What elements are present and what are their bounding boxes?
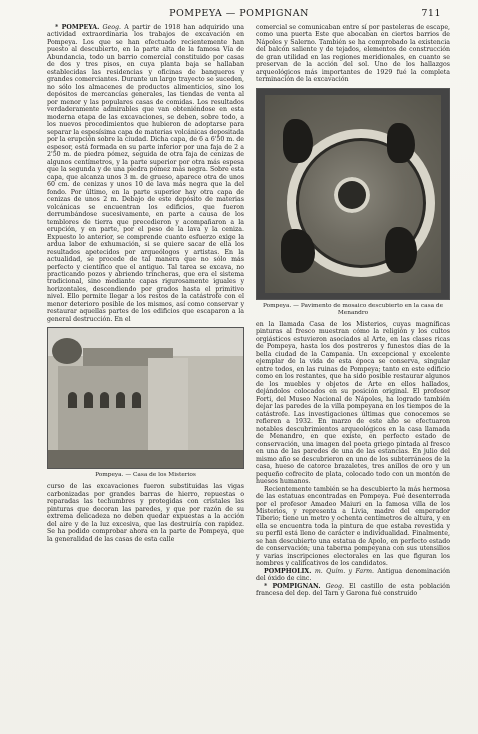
entry-headword-pompeya: * POMPEYA.	[55, 24, 100, 31]
entry-pompeya-para1: A partir de 1918 han adquirido una actividad extraordinaria los trabajos de excavación en Pompeya. Los que se han efectuado recientemente han puesto al descubierto, en la parte alta de la famosa Vía de Abundancia, todo un barrio comercial constituido por casas de dos y tres pisos, en cuya planta baja se hallaban establecidas las residencias y oficinas de banqueros y grandes comerciantes. Durante un largo trayecto se suceden, no sólo los almacenes de productos alimenticios, sino los depósitos de mercancías generales, las tiendas de venta al por menor y las populares casas de comidas. Los resultados verdaderamente admirables que van obteniéndose en esta moderna etapa de las excavaciones, se deben, sobre todo, a los nuevos procedimientos que hubieron de adoptarse para separar la espesísima capa de materias volcánicas depositada por la erupción sobre la ciudad. Dicha capa, de 6 a 6'50 m. de espesor, está formada en su parte inferior por una faja de 2 a 2'50 m. de piedra pómez, seguida de otra faja de cenizas de algunos centímetros, y la parte superior por otra más espesa que la segunda y de una piedra pómez más negra. Sobre esta capa, que alcanza unos 3 m. de grueso, aparece otra de unos 60 cm. de cenizas y unos 10 de lava más negra que la del fondo. Por último, en la parte superior hay otra capa de cenizas de unos 2 m. Debajo de este depósito de materias volcánicas se encuentran los edificios, que fueron derrumbándose sucesivamente, en parte a causa de los temblores de tierra que precedieron y acompañaron a la erupción, y en parte, por el peso de la lava y la ceniza. Expuesto lo anterior, se comprende cuanto esfuerzo exige la ardua labor de exhumación, si se quiere sacar de ella los resultados apetecidos por arqueólogos y artistas. En la actualidad, se procede de tal manera que no sólo más perfecto y científico que el antiguo. Tal tarea se excava, no practicando pozos y abriendo trincheras, que era el sistema tradicional, sino mediante capas rigurosamente iguales y horizontales, descendiendo por grados hasta el primitivo nivel. Ello permite llegar a los restos de la catástrofe con el menor deterioro posible de los mismos, así como conservar y restaurar aquellas partes de los edificios que escaparon a la general destrucción. En el	[47, 24, 244, 323]
entry-pompeya-para4: en la llamada Casa de los Misterios, cuyas magníficas pinturas al fresco muestran cómo la religión y los cultos orgiásticos estuvieron asociados al Arte, en las clases ricas de Pompeya, hasta los dos postreros y funestos días de la bella ciudad de la Campania. Un excepcional y excelente ejemplar de la vida de esta época se conserva, singular entre todos, en las ruinas de Pompeya; tanto en este edificio como en los restantes, que ha sido posible restaurar algunos de los muebles y objetos de Arte en ellos hallados, dejándolos colocados en su posición original. El profesor Forti, del Museo Nacional de Nápoles, ha logrado también dejar las paredes de la villa pompeyana en los tiempos de la catástrofe. Las investigaciones últimas que conocemos se refieren a 1932. En marzo de este año se efectuaron notables descubrimientos arqueológicos en la casa llamada de Menandro, en que existe, en perfecto estado de conservación, una imagen del poeta griego pintada al fresco en una de las paredes de una de las estancias. En julio del mismo año se descubrieron en uno de los subterráneos de la casa, hueso de catorce brazaletes, tres anillos de oro y un pequeño cofrecito de plata, colocado todo con un montón de huesos humanos.	[256, 320, 450, 486]
figure-casa-misterios	[47, 327, 244, 479]
photo-casa-misterios	[47, 327, 244, 469]
entry-category-pompignan: Geog.	[325, 582, 345, 590]
photo-mosaic-menandro	[256, 88, 450, 300]
page-title: POMPEYA — POMPIGNAN	[169, 8, 309, 19]
page-number: 711	[421, 8, 441, 19]
entry-pompeya-intro	[47, 24, 244, 323]
figure-caption-casa-misterios: Pompeya. — Casa de los Misterios	[95, 472, 196, 479]
entry-pompholix	[256, 568, 450, 583]
right-column	[256, 24, 450, 598]
entry-pompeya-para2: curso de las excavaciones fueron substituidas las vigas carbonizadas por grandes barras de hierro, repuestas o reparadas las techumbres y protegidas con cristales las pinturas que decoran las paredes, y que por razón de su extrema delicadeza no deben quedar expuestas a la acción del aire y de la luz excesiva, que las destruiría con rapidez. Se ha podido comprobar ahora en la parte de Pompeya, que la generalidad de las casas de esta calle	[47, 483, 244, 543]
entry-pompeya-para5: Recientemente también se ha descubierto la más hermosa de las estatuas encontradas en Pompeya. Fué desenterrada por el profesor Amadeo Maiuri en la famosa villa de los Misterios, y representa a Livia, madre del emperador Tiberio; tiene un metro y ochenta centímetros de altura, y en ella se encuentra toda la pintura de que estaba revestida y su perfil está lleno de carácter e individualidad. Finalmente, se han descubierto una estatua de Apolo, en perfecto estado de conservación; una taberna pompeyana con sus utensilios y varias inscripciones electorales en las que figuran los nombres y calificativos de los candidatos.	[256, 485, 450, 568]
running-head	[0, 8, 478, 20]
entry-pompignan	[256, 583, 450, 598]
entry-headword-pompignan: * POMPIGNAN.	[264, 582, 321, 590]
entry-pompignan-text: El castillo de esta población francesa del dep. del Tarn y Garona fué construido	[256, 582, 450, 598]
figure-caption-mosaic: Pompeya. — Pavimento de mosaico descubierto en la casa de Menandro	[262, 302, 444, 316]
entry-category-pompholix: m. Quím. y Farm.	[314, 567, 374, 575]
entry-headword-pompholix: POMPHOLIX.	[264, 567, 312, 575]
figure-mosaic-menandro	[256, 88, 450, 317]
entry-category-pompeya: Geog.	[102, 24, 121, 31]
left-column	[47, 24, 244, 543]
entry-pompeya-para3: comercial se comunicaban entre sí por pasteleras de escape, como una puerta Este que abocaban en ciertos barrios de Nápoles y Salerno. También se ha comprobado la existencia del balcón saliente y de tejados, elementos de construcción de gran utilidad en las regiones meridionales, en cuanto se preservan de la acción del sol. Uno de los hallazgos arqueológicos más importantes de 1929 fué la completa terminación de la excavación	[256, 24, 450, 84]
entry-pompholix-text: Antigua denominación del óxido de cinc.	[256, 567, 450, 583]
